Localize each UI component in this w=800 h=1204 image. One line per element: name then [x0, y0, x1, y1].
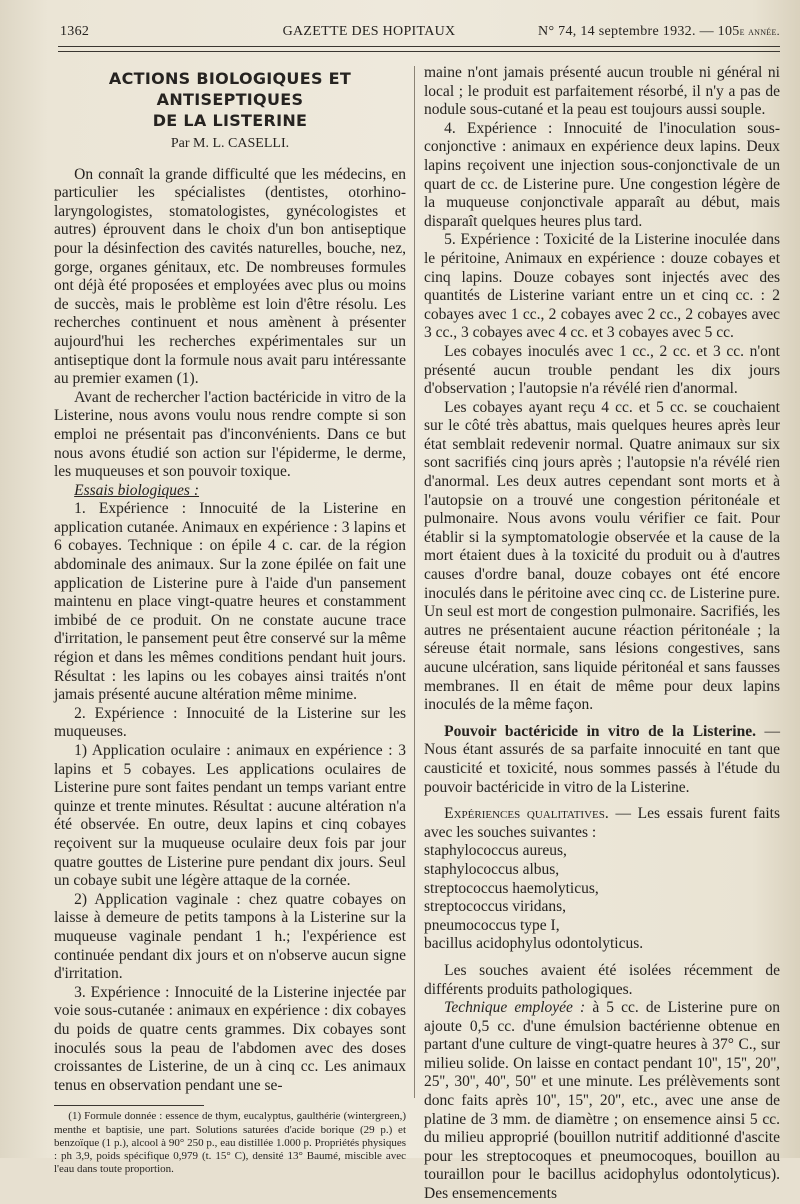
list-item: bacillus acidophylus odontolyticus. — [424, 935, 644, 953]
vaginal-application-paragraph: 2) Application vaginale : chez quatre cobayes on laisse à demeure de petits tampons à la Listerine sur la muqueuse vaginale pendant 1 h.; l'expérience est continuée pendant dix jours et on n'observe aucun signe d'irritation. — [54, 890, 406, 983]
experiment-4-paragraph: 4. Expérience : Innocuité de l'inoculation sous-conjonctive : animaux en expérience deux lapins. Deux lapins reçoivent une injection sous-conjonctivale de un quart de cc. de Listerine pure. Une congestion légère de la muqueuse conjonctivale apparaît au début, mais disparaît quelques heures plus tard. — [424, 119, 780, 230]
list-item: staphylococcus albus, — [424, 860, 560, 878]
bactericidal-section — [424, 723, 780, 797]
section-gap-2 — [424, 797, 780, 805]
intro-paragraph: On connaît la grande difficulté que les médecins, en particulier les spécialistes (dentistes, otorhino-laryngologistes, stomatologistes, gynécologistes et autres) éprouvent dans le choix d'un bon antiseptique pour la désinfection des cavités naturelles, bouche, nez, gorge, organes génitaux, etc. De nombreuses formules ont déjà été proposées et employées avec plus ou moins de succès, mais le problème est loin d'être résolu. Les recherches continuent et nous amènent à présenter aujourd'hui les recherches expérimentales sur un antiseptique dont la formule nous avait paru intéressante au premier examen (1). — [54, 165, 406, 388]
article-title-line1: ACTIONS BIOLOGIQUES ET ANTISEPTIQUES — [108, 69, 352, 109]
strain-list — [424, 842, 780, 954]
footnote: (1) Formule donnée : essence de thym, eucalyptus, gaulthérie (wintergreen,) menthe et baptisie, une part. Solutions saturées d'acide borique (29 p.) et benzoïque (1 p.), alcool à 90° 250 p., eau distillée 1.000 p. Propriétés physiques : ph 3,9, poids spécifique 0,979 (t. 15° C), densité 13° Baumé, miscible avec l'eau dans toute proportion. — [54, 1110, 406, 1176]
section-gap-3 — [424, 954, 780, 962]
list-item: staphylococcus aureus, — [424, 842, 567, 860]
experiment-1-paragraph: 1. Expérience : Innocuité de la Listerine en application cutanée. Animaux en expérience : 3 lapins et 6 cobayes. Technique : on épile 4 c. car. de la région abdominale des animaux. Sur la zone épilée on fait une application de Listerine pure à l'aide d'un pansement maintenu en place vingt-quatre heures et constamment imbibé de ce produit. On ne constate aucune trace d'irritation, le pansement peut être conservé sur la même région et dans les mêmes conditions pendant huit jours. Résultat : les lapins ou les cobayes ainsi traités n'ont jamais présenté aucune altération même minime. — [54, 500, 406, 704]
article-title-line2: DE LA LISTERINE — [152, 111, 308, 130]
essais-label — [54, 482, 406, 501]
qualitative-text: — Les essais furent faits avec les souches suivantes : — [424, 805, 780, 841]
issue-year-suffix: e année. — [739, 24, 780, 38]
section-gap — [424, 715, 780, 723]
ocular-application-paragraph: 1) Application oculaire : animaux en expérience : 3 lapins et 5 cobayes. Les applications oculaires de Listerine pure sont faites pendant un temps variant entre quinze et trente minutes. Résultat : aucune altération n'a été observée. En outre, deux lapins et cinq cobayes reçoivent sur la muqueuse oculaire deux fois par jour quatre gouttes de Listerine pure pendant dix jours. Seul un cobaye subit une légère attaque de la cornée. — [54, 742, 406, 890]
qualitative-section — [424, 805, 780, 842]
experiment-3-paragraph: 3. Expérience : Innocuité de la Listerine injectée par voie sous-cutanée : animaux en expérience : dix cobayes du poids de quatre cents grammes. Dix cobayes sont inoculés sous la peau de l'abdomen avec des doses croissantes de Listerine, de un à cinq cc. Les animaux tenus en observation pendant une se- — [54, 983, 406, 1094]
list-item: pneumococcus type I, — [424, 916, 560, 934]
issue-date-text: N° 74, 14 septembre 1932. — 105 — [538, 24, 740, 39]
left-column — [54, 64, 406, 1177]
experiment-2-paragraph: 2. Expérience : Innocuité de la Listerine sur les muqueuses. — [54, 704, 406, 741]
objective-paragraph: Avant de rechercher l'action bactéricide in vitro de la Listerine, nous avons voulu nous rendre compte si son emploi ne présentait pas d'inconvénients. Dans ce but nous avons étudié son action sur l'épiderme, le derme, les muqueuses et son pouvoir toxique. — [54, 388, 406, 481]
strain-origin-paragraph: Les souches avaient été isolées récemment de différents produits pathologiques. — [424, 961, 780, 998]
header-rule-bottom — [58, 51, 780, 52]
high-dose-results-paragraph: Les cobayes ayant reçu 4 cc. et 5 cc. se couchaient sur le côté très abattus, mais quelques heures après leur état semblait redevenir normal. Quatre animaux sur six sont sacrifiés cinq jours après ; l'autopsie n'a révélé rien d'anormal. Les deux autres cependant sont morts et à l'autopsie on a trouvé une congestion péritonéale et pulmonaire. Nous avons voulu vérifier ce fait. Pour établir si la symptomatologie observée et la cause de la mort étaient dues à la toxicité du produit ou à d'autres causes d'ordre banal, douze cobayes ont été encore inoculés dans le péritoine avec cinq cc. de Listerine pure. Un seul est mort de congestion pulmonaire. Sacrifiés, les autres ne présentaient aucune réaction péritonéale ; la séreuse était normale, sans lésions congestives, sans aucune ulcération, sans liquide péritonéal et sans fausses membranes. Il en était de même pour deux lapins inoculés de la même façon. — [424, 398, 780, 714]
bactericidal-text: — Nous étant assurés de sa parfaite innocuité en tant que causticité et toxicité, nous sommes passés à l'étude du pouvoir bactéricide in vitro de la Listerine. — [424, 722, 780, 796]
article-title — [54, 68, 406, 131]
publication-name: GAZETTE DES HOPITAUX — [282, 24, 456, 39]
essais-label-text: Essais biologiques : — [74, 481, 200, 499]
bactericidal-heading: Pouvoir bactéricide in vitro de la Listerine. — [444, 722, 756, 740]
technique-paragraph — [424, 999, 780, 1204]
right-column — [424, 64, 780, 1204]
article-author: Par M. L. CASELLI. — [170, 136, 290, 151]
continuation-paragraph: maine n'ont jamais présenté aucun trouble ni général ni local ; le produit est parfaitement résorbé, il n'y a pas de nodule sous-cutané et la peau est toujours aussi souple. — [424, 64, 780, 119]
technique-text: à 5 cc. de Listerine pure on ajoute 0,5 cc. d'une émulsion bactérienne obtenue en partant d'une culture de vingt-quatre heures à 37° C., sur milieu solide. On laisse en contact pendant 10'', 15'', 20'', 25'', 30'', 40'', 50'' et une minute. Les prélèvements sont donc faits après 10'', 15'', 20'', etc., avec une anse de platine de 3 mm. de diamètre ; on ensemence ainsi 5 cc. du milieu approprié (bouillon nutritif additionné d'ascite pour les streptocoques et pneumocoques, bouillon au touraillon pour le bacillus acidophylus odontolyticus). Des ensemencements — [424, 999, 781, 1203]
running-header — [60, 24, 780, 40]
experiment-5-paragraph: 5. Expérience : Toxicité de la Listerine inoculée dans le péritoine, Animaux en expérience : douze cobayes et cinq lapins. Douze cobayes sont injectés avec des quantités de Listerine variant entre un et cinq cc. : 2 cobayes avec 1 cc., 2 cobayes avec 2 cc., 2 cobayes avec 3 cc., 3 cobayes avec 4 cc. et 3 cobayes avec 5 cc. — [424, 231, 780, 342]
low-dose-results-paragraph: Les cobayes inoculés avec 1 cc., 2 cc. et 3 cc. n'ont présenté aucun trouble pendant les dix jours d'observation ; l'autopsie n'a révélé rien d'anormal. — [424, 342, 780, 398]
header-rule-top — [58, 46, 780, 47]
issue-date — [538, 24, 780, 40]
list-item: streptococcus haemolyticus, — [424, 879, 599, 897]
technique-label: Technique employée : — [444, 999, 586, 1017]
footnote-rule — [54, 1105, 204, 1106]
list-item: streptococcus viridans, — [424, 898, 567, 916]
qualitative-heading: Expériences qualitatives. — [444, 805, 609, 823]
page-number: 1362 — [60, 24, 90, 39]
column-divider — [414, 66, 415, 1098]
